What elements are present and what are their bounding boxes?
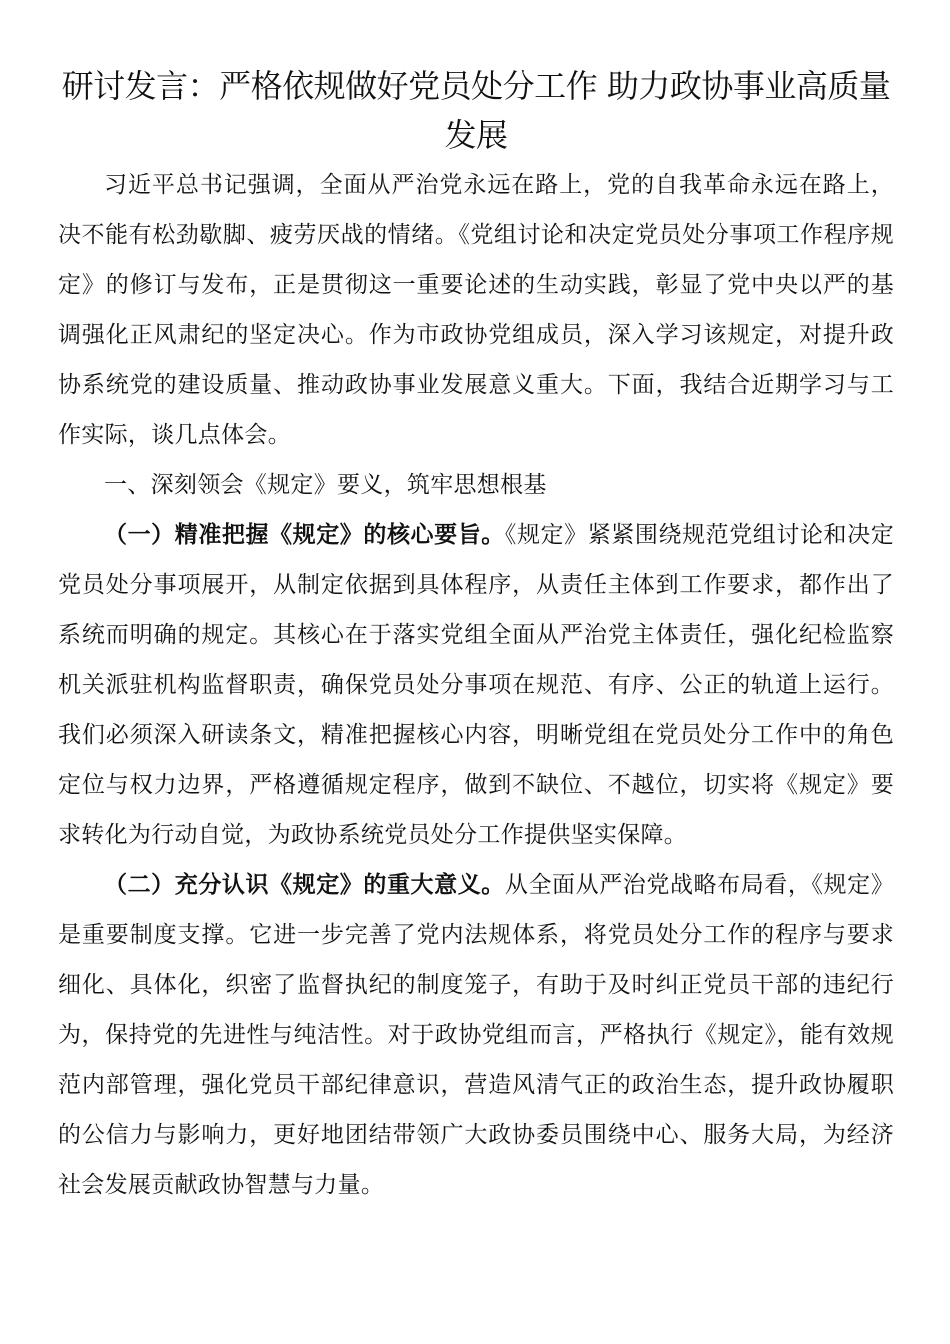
document-title: 研讨发言：严格依规做好党员处分工作 助力政协事业高质量发展 — [61, 67, 891, 154]
intro-paragraph: 习近平总书记强调，全面从严治党永远在路上，党的自我革命永远在路上，决不能有松劲歇脚、疲劳厌战的情绪。《党组讨论和决定党员处分事项工作程序规定》的修订与发布，正是贯彻这一重要论述的生动实践，彰显了党中央以严的基调强化正风肃纪的坚定决心。作为市政协党组成员，深入学习该规定，对提升政协系统党的建设质量、推动政协事业发展意义重大。下面，我结合近期学习与工作实际，谈几点体会。 — [58, 172, 894, 448]
subsection-body-2: 从全面从严治党战略布局看，《规定》是重要制度支撑。它进一步完善了党内法规体系，将党员处分工作的程序与要求细化、具体化，织密了监督执纪的制度笼子，有助于及时纠正党员干部的违纪行为，保持党的先进性与纯洁性。对于政协党组而言，严格执行《规定》，能有效规范内部管理，强化党员干部纪律意识，营造风清气正的政治生态，提升政协履职的公信力与影响力，更好地团结带领广大政协委员围绕中心、服务大局，为经济社会发展贡献政协智慧与力量。 — [58, 872, 894, 1198]
subsection-paragraph-1 — [58, 510, 894, 860]
subsection-body-1: 《规定》紧紧围绕规范党组讨论和决定党员处分事项展开，从制定依据到具体程序，从责任主体到工作要求，都作出了系统而明确的规定。其核心在于落实党组全面从严治党主体责任，强化纪检监察机关派驻机构监督职责，确保党员处分事项在规范、有序、公正的轨道上运行。我们必须深入研读条文，精准把握核心内容，明晰党组在党员处分工作中的角色定位与权力边界，严格遵循规定程序，做到不缺位、不越位，切实将《规定》要求转化为行动自觉，为政协系统党员处分工作提供坚实保障。 — [58, 522, 894, 848]
subsection-lead-2: （二）充分认识《规定》的重大意义。 — [104, 872, 505, 898]
section-heading-1: 一、深刻领会《规定》要义，筑牢思想根基 — [104, 472, 547, 498]
subsection-paragraph-2 — [58, 860, 894, 1210]
subsection-lead-1: （一）精准把握《规定》的核心要旨。 — [104, 522, 505, 548]
